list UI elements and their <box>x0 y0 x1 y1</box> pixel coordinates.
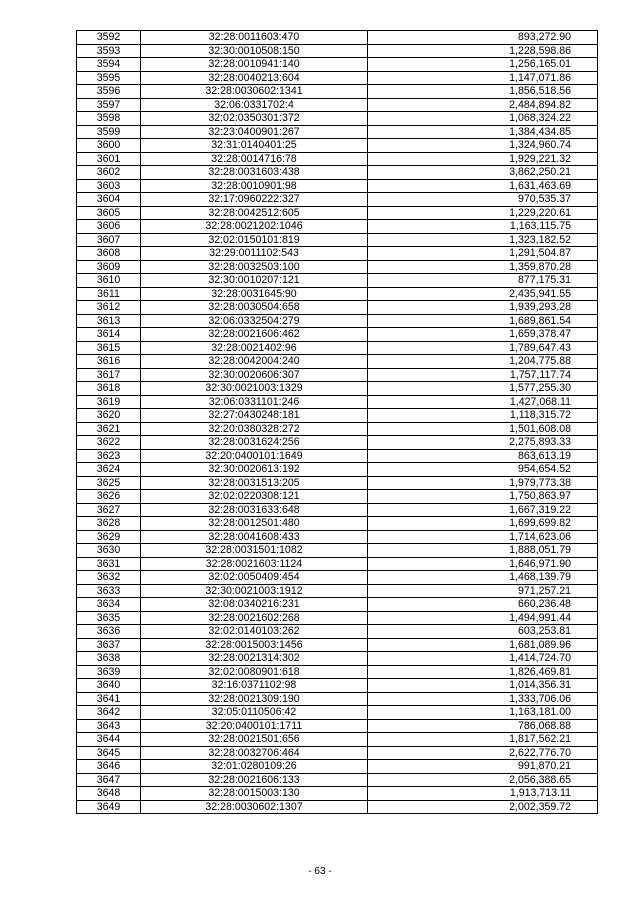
cadastral-number-cell: 32:28:0031633:648 <box>141 503 368 517</box>
cadastral-number-cell: 32:30:0020613:192 <box>141 463 368 477</box>
table-row <box>77 112 598 126</box>
row-number-cell: 3648 <box>77 787 141 801</box>
cadastral-value-cell: 1,414,724.70 <box>368 652 598 666</box>
cadastral-value-cell: 2,435,941.55 <box>368 287 598 301</box>
cadastral-value-cell: 660,236.48 <box>368 598 598 612</box>
cadastral-number-cell: 32:02:0220308:121 <box>141 490 368 504</box>
cadastral-number-cell: 32:28:0021602:268 <box>141 611 368 625</box>
cadastral-value-cell: 1,577,255.30 <box>368 382 598 396</box>
row-number-cell: 3608 <box>77 247 141 261</box>
table-row <box>77 517 598 531</box>
cadastral-number-cell: 32:28:0040213:604 <box>141 71 368 85</box>
table-row <box>77 233 598 247</box>
row-number-cell: 3613 <box>77 314 141 328</box>
table-row <box>77 395 598 409</box>
table-row <box>77 44 598 58</box>
cadastral-number-cell: 32:28:0031645:90 <box>141 287 368 301</box>
table-row <box>77 328 598 342</box>
row-number-cell: 3628 <box>77 517 141 531</box>
cadastral-number-cell: 32:27:0430248:181 <box>141 409 368 423</box>
table-row <box>77 800 598 814</box>
row-number-cell: 3603 <box>77 179 141 193</box>
cadastral-value-cell: 1,913,713.11 <box>368 787 598 801</box>
cadastral-number-cell: 32:30:0021003:1329 <box>141 382 368 396</box>
cadastral-value-cell: 1,856,518.56 <box>368 85 598 99</box>
cadastral-number-cell: 32:20:0380328:272 <box>141 422 368 436</box>
table-row <box>77 368 598 382</box>
cadastral-value-cell: 970,535.37 <box>368 193 598 207</box>
cadastral-number-cell: 32:28:0012501:480 <box>141 517 368 531</box>
cadastral-value-cell: 1,750,863.97 <box>368 490 598 504</box>
row-number-cell: 3601 <box>77 152 141 166</box>
table-row <box>77 746 598 760</box>
table-row <box>77 665 598 679</box>
row-number-cell: 3633 <box>77 584 141 598</box>
table-row <box>77 463 598 477</box>
row-number-cell: 3595 <box>77 71 141 85</box>
cadastral-number-cell: 32:05:0110506:42 <box>141 706 368 720</box>
row-number-cell: 3638 <box>77 652 141 666</box>
cadastral-value-cell: 1,699,699.82 <box>368 517 598 531</box>
table-row <box>77 341 598 355</box>
cadastral-number-cell: 32:28:0041608:433 <box>141 530 368 544</box>
cadastral-number-cell: 32:28:0030602:1307 <box>141 800 368 814</box>
row-number-cell: 3619 <box>77 395 141 409</box>
cadastral-value-cell: 1,789,647.43 <box>368 341 598 355</box>
table-row <box>77 179 598 193</box>
table-row <box>77 301 598 315</box>
cadastral-value-cell: 877,175.31 <box>368 274 598 288</box>
row-number-cell: 3635 <box>77 611 141 625</box>
table-row <box>77 503 598 517</box>
cadastral-value-cell: 2,275,893.33 <box>368 436 598 450</box>
cadastral-value-cell: 2,056,388.65 <box>368 773 598 787</box>
cadastral-value-cell: 1,826,469.81 <box>368 665 598 679</box>
cadastral-number-cell: 32:28:0031603:438 <box>141 166 368 180</box>
row-number-cell: 3636 <box>77 625 141 639</box>
cadastral-number-cell: 32:28:0015003:130 <box>141 787 368 801</box>
cadastral-number-cell: 32:28:0021314:302 <box>141 652 368 666</box>
cadastral-value-cell: 1,817,562.21 <box>368 733 598 747</box>
cadastral-value-cell: 1,681,089.96 <box>368 638 598 652</box>
row-number-cell: 3623 <box>77 449 141 463</box>
row-number-cell: 3624 <box>77 463 141 477</box>
cadastral-number-cell: 32:30:0010207:121 <box>141 274 368 288</box>
cadastral-value-cell: 1,014,356.31 <box>368 679 598 693</box>
row-number-cell: 3640 <box>77 679 141 693</box>
table-row <box>77 125 598 139</box>
table-row <box>77 436 598 450</box>
table-row <box>77 166 598 180</box>
cadastral-number-cell: 32:28:0010941:140 <box>141 58 368 72</box>
cadastral-number-cell: 32:28:0032503:100 <box>141 260 368 274</box>
cadastral-number-cell: 32:28:0021202:1046 <box>141 220 368 234</box>
cadastral-value-cell: 1,163,115.75 <box>368 220 598 234</box>
cadastral-number-cell: 32:20:0400101:1649 <box>141 449 368 463</box>
table-row <box>77 355 598 369</box>
cadastral-number-cell: 32:01:0280109:26 <box>141 760 368 774</box>
table-row <box>77 706 598 720</box>
cadastral-value-cell: 863,613.19 <box>368 449 598 463</box>
table-row <box>77 638 598 652</box>
table-row <box>77 193 598 207</box>
row-number-cell: 3596 <box>77 85 141 99</box>
table-row <box>77 98 598 112</box>
table-row <box>77 449 598 463</box>
row-number-cell: 3615 <box>77 341 141 355</box>
row-number-cell: 3649 <box>77 800 141 814</box>
cadastral-number-cell: 32:06:0332504:279 <box>141 314 368 328</box>
row-number-cell: 3611 <box>77 287 141 301</box>
row-number-cell: 3600 <box>77 139 141 153</box>
table-row <box>77 625 598 639</box>
cadastral-value-cell: 1,291,504.87 <box>368 247 598 261</box>
cadastral-value-cell: 1,229,220.61 <box>368 206 598 220</box>
cadastral-value-cell: 786,068.88 <box>368 719 598 733</box>
cadastral-number-cell: 32:28:0021606:462 <box>141 328 368 342</box>
cadastral-number-cell: 32:28:0031501:1082 <box>141 544 368 558</box>
table-row <box>77 652 598 666</box>
row-number-cell: 3605 <box>77 206 141 220</box>
cadastral-number-cell: 32:28:0042004:240 <box>141 355 368 369</box>
cadastral-value-cell: 1,667,319.22 <box>368 503 598 517</box>
row-number-cell: 3645 <box>77 746 141 760</box>
cadastral-value-cell: 2,002,359.72 <box>368 800 598 814</box>
table-row <box>77 260 598 274</box>
cadastral-value-cell: 1,888,051.79 <box>368 544 598 558</box>
row-number-cell: 3614 <box>77 328 141 342</box>
cadastral-number-cell: 32:28:0032706:464 <box>141 746 368 760</box>
cadastral-value-cell: 1,147,071.86 <box>368 71 598 85</box>
cadastral-number-cell: 32:02:0150101:819 <box>141 233 368 247</box>
row-number-cell: 3622 <box>77 436 141 450</box>
row-number-cell: 3643 <box>77 719 141 733</box>
cadastral-value-cell: 991,870.21 <box>368 760 598 774</box>
row-number-cell: 3642 <box>77 706 141 720</box>
table-row <box>77 71 598 85</box>
table-row <box>77 584 598 598</box>
cadastral-value-cell: 1,631,463.69 <box>368 179 598 193</box>
cadastral-number-cell: 32:02:0080901:618 <box>141 665 368 679</box>
table-row <box>77 773 598 787</box>
cadastral-number-cell: 32:28:0021309:190 <box>141 692 368 706</box>
cadastral-value-cell: 2,484,894.82 <box>368 98 598 112</box>
row-number-cell: 3626 <box>77 490 141 504</box>
cadastral-value-cell: 1,118,315.72 <box>368 409 598 423</box>
cadastral-value-cell: 1,256,165.01 <box>368 58 598 72</box>
row-number-cell: 3644 <box>77 733 141 747</box>
cadastral-value-cell: 1,228,598.86 <box>368 44 598 58</box>
table-row <box>77 152 598 166</box>
table-row <box>77 544 598 558</box>
row-number-cell: 3604 <box>77 193 141 207</box>
row-number-cell: 3602 <box>77 166 141 180</box>
table-row <box>77 598 598 612</box>
table-body <box>77 31 598 814</box>
row-number-cell: 3627 <box>77 503 141 517</box>
cadastral-value-cell: 1,323,182.52 <box>368 233 598 247</box>
cadastral-number-cell: 32:30:0010508:150 <box>141 44 368 58</box>
cadastral-value-cell: 1,659,378.47 <box>368 328 598 342</box>
cadastral-value-cell: 1,714,623.06 <box>368 530 598 544</box>
table-row <box>77 476 598 490</box>
row-number-cell: 3629 <box>77 530 141 544</box>
row-number-cell: 3621 <box>77 422 141 436</box>
cadastral-value-cell: 1,163,181.00 <box>368 706 598 720</box>
cadastral-number-cell: 32:20:0400101:1711 <box>141 719 368 733</box>
row-number-cell: 3618 <box>77 382 141 396</box>
table-row <box>77 611 598 625</box>
table-row <box>77 692 598 706</box>
row-number-cell: 3606 <box>77 220 141 234</box>
cadastral-value-cell: 1,359,870.28 <box>368 260 598 274</box>
cadastral-number-cell: 32:08:0340216:231 <box>141 598 368 612</box>
cadastral-value-cell: 954,654.52 <box>368 463 598 477</box>
row-number-cell: 3599 <box>77 125 141 139</box>
cadastral-number-cell: 32:06:0331101:246 <box>141 395 368 409</box>
cadastral-number-cell: 32:28:0031513:205 <box>141 476 368 490</box>
row-number-cell: 3593 <box>77 44 141 58</box>
row-number-cell: 3617 <box>77 368 141 382</box>
cadastral-number-cell: 32:23:0400901:267 <box>141 125 368 139</box>
cadastral-value-cell: 1,333,706.06 <box>368 692 598 706</box>
cadastral-value-cell: 1,979,773.38 <box>368 476 598 490</box>
table-row <box>77 422 598 436</box>
cadastral-number-cell: 32:29:0011102:543 <box>141 247 368 261</box>
table-row <box>77 382 598 396</box>
cadastral-value-cell: 1,204,775.88 <box>368 355 598 369</box>
table-row <box>77 409 598 423</box>
cadastral-value-cell: 1,384,434.85 <box>368 125 598 139</box>
cadastral-value-cell: 1,689,861.54 <box>368 314 598 328</box>
cadastral-value-cell: 1,757,117.74 <box>368 368 598 382</box>
cadastral-value-cell: 1,427,068.11 <box>368 395 598 409</box>
cadastral-number-cell: 32:28:0030504:658 <box>141 301 368 315</box>
cadastral-number-cell: 32:28:0042512:605 <box>141 206 368 220</box>
cadastral-value-cell: 2,622,776.70 <box>368 746 598 760</box>
cadastral-value-cell: 1,494,991.44 <box>368 611 598 625</box>
row-number-cell: 3612 <box>77 301 141 315</box>
table-row <box>77 719 598 733</box>
table-row <box>77 733 598 747</box>
row-number-cell: 3637 <box>77 638 141 652</box>
row-number-cell: 3607 <box>77 233 141 247</box>
cadastral-number-cell: 32:28:0031624:256 <box>141 436 368 450</box>
cadastral-number-cell: 32:31:0140401:25 <box>141 139 368 153</box>
row-number-cell: 3594 <box>77 58 141 72</box>
row-number-cell: 3609 <box>77 260 141 274</box>
row-number-cell: 3647 <box>77 773 141 787</box>
cadastral-number-cell: 32:28:0021501:656 <box>141 733 368 747</box>
row-number-cell: 3597 <box>77 98 141 112</box>
cadastral-value-cell: 1,324,960.74 <box>368 139 598 153</box>
row-number-cell: 3639 <box>77 665 141 679</box>
table-row <box>77 31 598 45</box>
row-number-cell: 3598 <box>77 112 141 126</box>
cadastral-number-cell: 32:28:0030602:1341 <box>141 85 368 99</box>
cadastral-number-cell: 32:17:0960222:327 <box>141 193 368 207</box>
cadastral-number-cell: 32:28:0021606:133 <box>141 773 368 787</box>
row-number-cell: 3592 <box>77 31 141 45</box>
row-number-cell: 3616 <box>77 355 141 369</box>
cadastral-value-cell: 1,929,221.32 <box>368 152 598 166</box>
row-number-cell: 3610 <box>77 274 141 288</box>
cadastral-number-cell: 32:28:0010901:98 <box>141 179 368 193</box>
row-number-cell: 3630 <box>77 544 141 558</box>
row-number-cell: 3632 <box>77 571 141 585</box>
row-number-cell: 3625 <box>77 476 141 490</box>
table-row <box>77 274 598 288</box>
page-number: - 63 - <box>308 866 332 877</box>
table-row <box>77 787 598 801</box>
cadastral-number-cell: 32:28:0015003:1456 <box>141 638 368 652</box>
table-row <box>77 206 598 220</box>
cadastral-number-cell: 32:28:0021603:1124 <box>141 557 368 571</box>
table-row <box>77 490 598 504</box>
table-row <box>77 247 598 261</box>
cadastral-number-cell: 32:28:0011603:470 <box>141 31 368 45</box>
cadastral-value-cell: 1,468,139.79 <box>368 571 598 585</box>
table-row <box>77 58 598 72</box>
cadastral-value-cell: 971,257.21 <box>368 584 598 598</box>
table-row <box>77 85 598 99</box>
cadastral-value-cell: 1,939,293.28 <box>368 301 598 315</box>
row-number-cell: 3631 <box>77 557 141 571</box>
cadastral-number-cell: 32:16:0371102:98 <box>141 679 368 693</box>
row-number-cell: 3634 <box>77 598 141 612</box>
cadastral-value-cell: 1,646,971.90 <box>368 557 598 571</box>
cadastral-value-cell: 1,068,324.22 <box>368 112 598 126</box>
table-row <box>77 571 598 585</box>
cadastral-number-cell: 32:30:0020606:307 <box>141 368 368 382</box>
table-row <box>77 530 598 544</box>
cadastral-value-table <box>76 30 598 814</box>
cadastral-number-cell: 32:28:0014716:78 <box>141 152 368 166</box>
cadastral-value-cell: 3,862,250.21 <box>368 166 598 180</box>
table-row <box>77 287 598 301</box>
table-row <box>77 314 598 328</box>
table-row <box>77 557 598 571</box>
cadastral-number-cell: 32:06:0331702:4 <box>141 98 368 112</box>
cadastral-number-cell: 32:02:0050409:454 <box>141 571 368 585</box>
cadastral-number-cell: 32:02:0140103:262 <box>141 625 368 639</box>
table-row <box>77 220 598 234</box>
cadastral-number-cell: 32:28:0021402:96 <box>141 341 368 355</box>
table-row <box>77 139 598 153</box>
cadastral-value-cell: 603,253.81 <box>368 625 598 639</box>
table-row <box>77 679 598 693</box>
cadastral-value-cell: 893,272.90 <box>368 31 598 45</box>
cadastral-number-cell: 32:30:0021003:1912 <box>141 584 368 598</box>
row-number-cell: 3641 <box>77 692 141 706</box>
row-number-cell: 3646 <box>77 760 141 774</box>
row-number-cell: 3620 <box>77 409 141 423</box>
table-row <box>77 760 598 774</box>
cadastral-number-cell: 32:02:0350301:372 <box>141 112 368 126</box>
cadastral-value-cell: 1,501,608.08 <box>368 422 598 436</box>
